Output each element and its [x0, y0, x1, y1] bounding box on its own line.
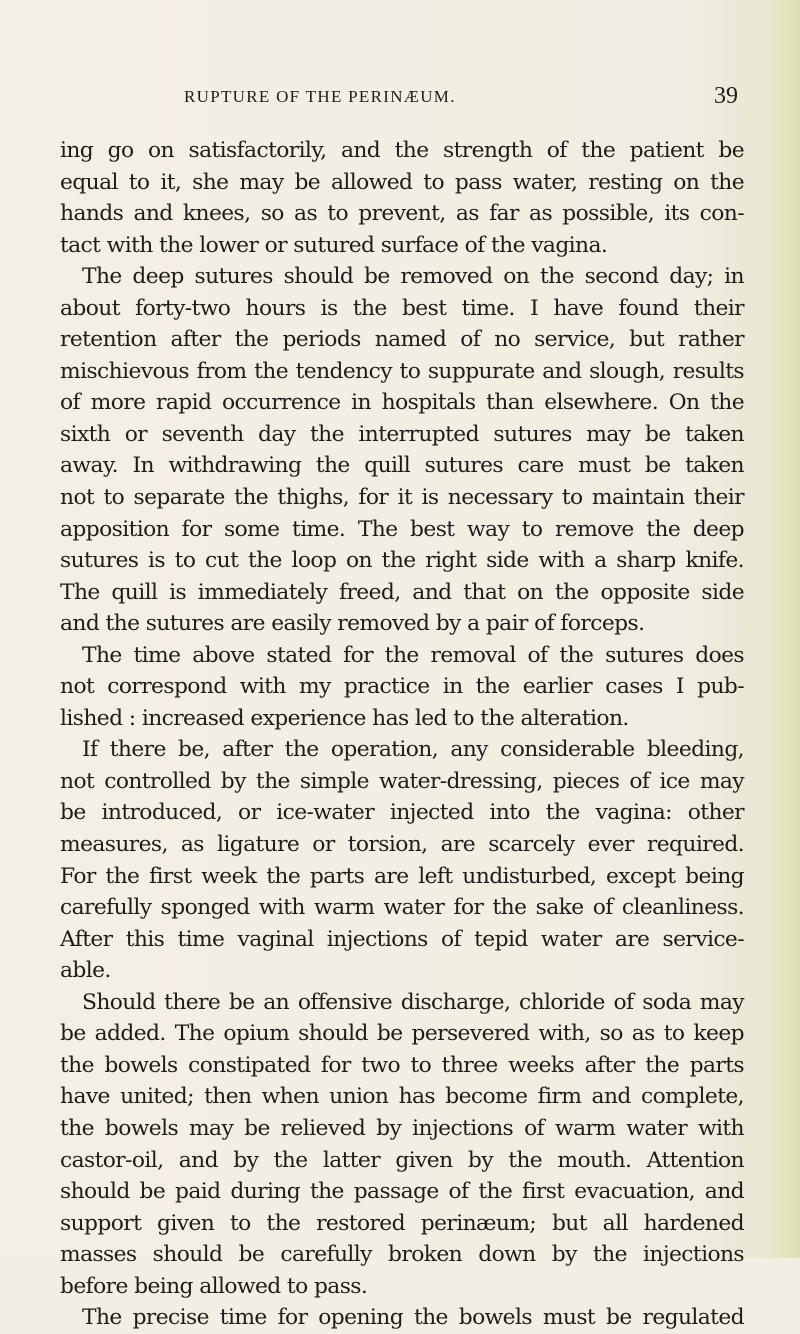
text-line: tact with the lower or sutured surface of the vagina. [60, 232, 608, 258]
text-line: After this time vaginal injections of tepid water are service- [60, 926, 744, 952]
text-line: the bowels constipated for two to three weeks after the parts [60, 1052, 744, 1078]
page-number: 39 [714, 83, 738, 109]
text-line: be added. The opium should be persevered with, so as to keep [60, 1021, 744, 1047]
text-line: and the sutures are easily removed by a pair of forceps. [60, 611, 645, 637]
text-line: lished : increased experience has led to the alteration. [60, 705, 629, 731]
page-header [60, 83, 740, 115]
text-line: The time above stated for the removal of the sutures does [82, 642, 744, 668]
text-line: mischievous from the tendency to suppurate and slough, results [60, 358, 744, 384]
text-line: measures, as ligature or torsion, are scarcely ever required. [60, 832, 744, 858]
running-head: RUPTURE OF THE PERINÆUM. [184, 87, 456, 106]
text-line: If there be, after the operation, any considerable bleeding, [82, 737, 744, 763]
text-line: not to separate the thighs, for it is necessary to maintain their [60, 485, 744, 511]
text-line: hands and knees, so as to prevent, as far as possible, its con- [60, 201, 744, 227]
text-line: able. [60, 958, 111, 984]
body-text [60, 135, 744, 1334]
text-line: before being allowed to pass. [60, 1273, 368, 1299]
text-line: be introduced, or ice-water injected into the vagina: other [60, 800, 744, 826]
page-edge-strip [766, 0, 800, 1258]
text-line: support given to the restored perinæum; but all hardened [60, 1210, 744, 1236]
text-line: For the first week the parts are left undisturbed, except being [60, 863, 744, 889]
text-line: about forty-two hours is the best time. I have found their [60, 295, 744, 321]
text-line: equal to it, she may be allowed to pass water, resting on the [60, 169, 744, 195]
text-line: of more rapid occurrence in hospitals than elsewhere. On the [60, 390, 744, 416]
text-line: have united; then when union has become firm and complete, [60, 1084, 744, 1110]
text-line: sixth or seventh day the interrupted sutures may be taken [60, 421, 744, 447]
text-line: carefully sponged with warm water for the sake of cleanliness. [60, 895, 744, 921]
text-line: not correspond with my practice in the earlier cases I pub- [60, 674, 744, 700]
text-line: away. In withdrawing the quill sutures care must be taken [60, 453, 744, 479]
text-line: ing go on satisfactorily, and the strength of the patient be [60, 138, 744, 163]
text-line: Should there be an offensive discharge, chloride of soda may [82, 989, 744, 1015]
text-line: sutures is to cut the loop on the right side with a sharp knife. [60, 548, 744, 574]
text-line: the bowels may be relieved by injections of warm water with [60, 1115, 744, 1141]
text-line: castor-oil, and by the latter given by the mouth. Attention [60, 1147, 744, 1173]
text-line: apposition for some time. The best way to remove the deep [60, 516, 744, 542]
text-line: The precise time for opening the bowels must be regulated [82, 1305, 744, 1331]
text-line: masses should be carefully broken down by the injections [60, 1242, 744, 1268]
text-line: not controlled by the simple water-dressing, pieces of ice may [60, 768, 744, 794]
text-line: retention after the periods named of no service, but rather [60, 327, 744, 353]
text-line: should be paid during the passage of the first evacuation, and [60, 1179, 744, 1205]
text-line: The deep sutures should be removed on the second day; in [82, 264, 744, 290]
text-line: The quill is immediately freed, and that on the opposite side [60, 579, 744, 605]
